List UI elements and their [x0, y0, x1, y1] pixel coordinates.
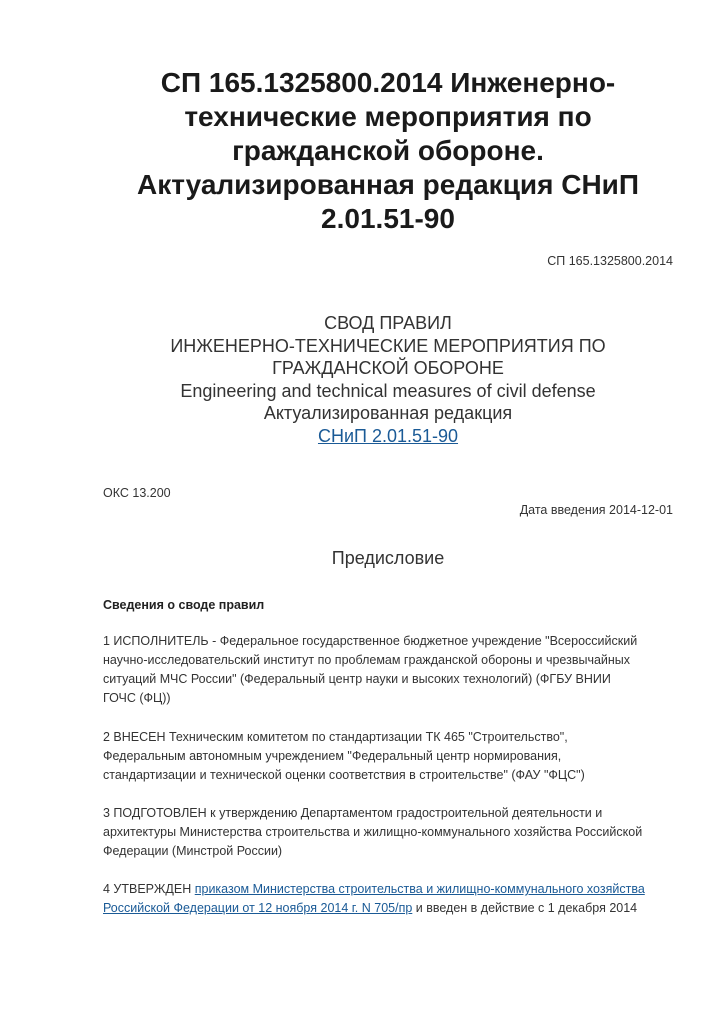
document-code: СП 165.1325800.2014 — [547, 254, 673, 268]
paragraph-line: архитектуры Министерства строительства и жилищно-коммунального хозяйства Российской — [103, 825, 643, 839]
title-line: СП 165.1325800.2014 Инженерно- — [160, 67, 616, 98]
paragraph-line — [103, 880, 673, 899]
paragraph-prepared — [103, 804, 673, 861]
title-line: гражданской обороне. — [232, 135, 544, 166]
paragraph-line: Федерации (Минстрой России) — [103, 844, 283, 858]
paragraph-line: стандартизации и технической оценки соответствия в строительстве" (ФАУ "ФЦС") — [103, 768, 585, 782]
rules-header-block — [103, 312, 673, 447]
paragraph-submitted — [103, 728, 673, 785]
preface-heading: Предисловие — [331, 548, 445, 568]
introduction-date: Дата введения 2014-12-01 — [519, 503, 673, 517]
section-heading: Сведения о своде правил — [103, 598, 265, 612]
approved-suffix: и введен в действие с 1 декабря 2014 — [412, 901, 638, 915]
order-link-continued[interactable]: Российской Федерации от 12 ноября 2014 г. N 705/пр — [103, 901, 413, 915]
rules-title-line: ГРАЖДАНСКОЙ ОБОРОНЕ — [272, 358, 504, 378]
paragraph-executor — [103, 632, 673, 708]
rules-edition-label: Актуализированная редакция — [263, 403, 513, 423]
paragraph-line: научно-исследовательский институт по проблемам гражданской обороны и чрезвычайных — [103, 653, 631, 667]
title-line: Актуализированная редакция СНиП — [136, 169, 640, 200]
approved-prefix: 4 УТВЕРЖДЕН — [103, 882, 195, 896]
paragraph-line: 1 ИСПОЛНИТЕЛЬ - Федеральное государственное бюджетное учреждение "Всероссийский — [103, 634, 638, 648]
snip-link-wrapper — [103, 425, 673, 448]
rules-title-line: ИНЖЕНЕРНО-ТЕХНИЧЕСКИЕ МЕРОПРИЯТИЯ ПО — [170, 335, 606, 356]
paragraph-line: ГОЧС (ФЦ)) — [103, 691, 171, 705]
snip-link[interactable]: СНиП 2.01.51-90 — [317, 425, 459, 446]
paragraph-line: ситуаций МЧС России" (Федеральный центр науки и высоких технологий) (ФГБУ ВНИИ — [103, 672, 611, 686]
paragraph-line: Федеральным автономным учреждением "Федеральный центр нормирования, — [103, 749, 562, 763]
paragraph-line: 2 ВНЕСЕН Техническим комитетом по стандартизации ТК 465 "Строительство", — [103, 730, 568, 744]
paragraph-approved — [103, 880, 673, 918]
rules-english-title: Engineering and technical measures of civil defense — [180, 380, 596, 401]
paragraph-line: 3 ПОДГОТОВЛЕН к утверждению Департаментом градостроительной деятельности и — [103, 806, 603, 820]
title-line: технические мероприятия по — [184, 101, 592, 132]
rules-label: СВОД ПРАВИЛ — [324, 313, 452, 333]
title-line: 2.01.51-90 — [321, 203, 455, 234]
order-link[interactable]: приказом Министерства строительства и жилищно-коммунального хозяйства — [194, 882, 645, 896]
oks-code: ОКС 13.200 — [103, 486, 171, 500]
paragraph-line — [103, 899, 673, 918]
document-title — [103, 66, 673, 236]
